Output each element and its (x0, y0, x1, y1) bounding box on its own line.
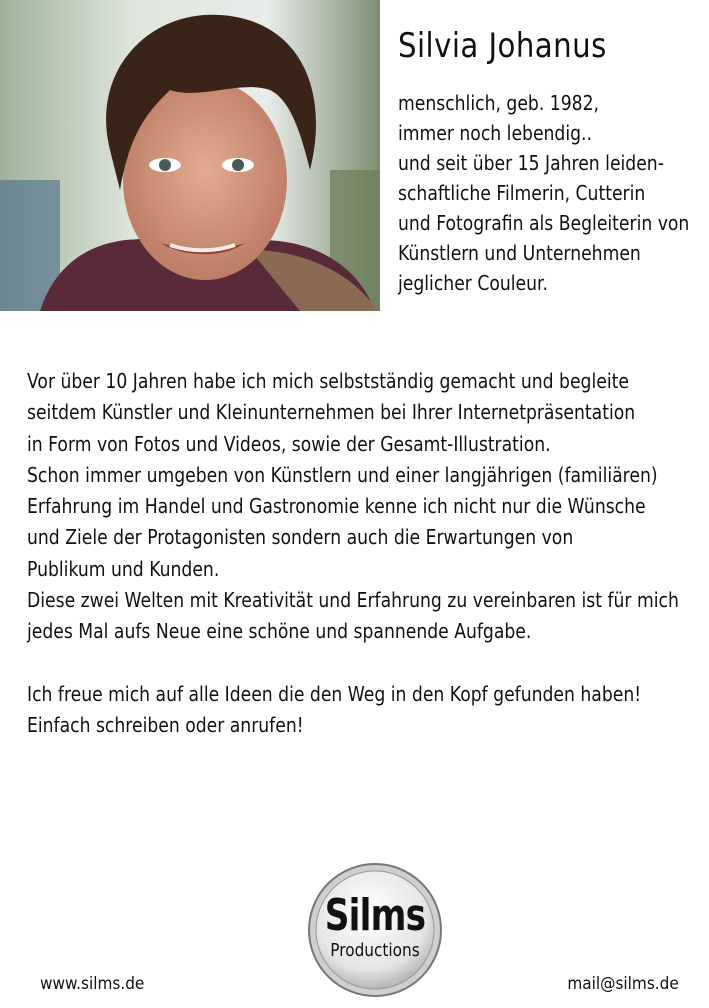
body-line: jedes Mal aufs Neue eine schöne und spannende Aufgabe. (27, 619, 532, 644)
bio-line: jeglicher Couleur. (398, 271, 548, 295)
logo-wordmark: Silms (324, 890, 426, 941)
bio-line: menschlich, geb. 1982, (398, 91, 600, 115)
body-line: in Form von Fotos und Videos, sowie der Gesamt-Illustration. (27, 431, 551, 456)
bio-line: Künstlern und Unternehmen (398, 241, 641, 265)
body-line: und Ziele der Protagonisten sondern auch die Erwartungen von (27, 525, 574, 550)
body-line: Erfahrung im Handel und Gastronomie kenne ich nicht nur die Wünsche (27, 494, 646, 519)
short-bio (398, 88, 690, 298)
bio-line: und Fotografin als Begleiterin von (398, 211, 690, 235)
paragraph-gap (27, 648, 681, 679)
body-line: Einfach schreiben oder anrufen! (27, 713, 304, 738)
email-link[interactable]: mail@silms.de (567, 974, 679, 994)
body-line: Vor über 10 Jahren habe ich mich selbstständig gemacht und begleite (27, 369, 629, 393)
body-line: Diese zwei Welten mit Kreativität und Erfahrung zu vereinbaren ist für mich (27, 588, 679, 613)
portrait-photo (0, 0, 380, 311)
body-line: Ich freue mich auf alle Ideen die den Weg in den Kopf gefunden haben! (27, 681, 642, 706)
person-name: Silvia Johanus (398, 26, 607, 66)
logo-subtitle: Productions (330, 940, 420, 961)
silms-logo (306, 860, 444, 1000)
website-link[interactable]: www.silms.de (40, 974, 145, 994)
bio-line: immer noch lebendig.. (398, 121, 592, 145)
main-text (27, 366, 681, 742)
body-line: Publikum und Kunden. (27, 556, 220, 581)
bio-line: und seit über 15 Jahren leiden- (398, 151, 664, 175)
body-line: Schon immer umgeben von Künstlern und einer langjährigen (familiären) (27, 462, 658, 487)
portrait-illustration (0, 0, 380, 311)
body-line: seitdem Künstler und Kleinunternehmen bei Ihrer Internetpräsentation (27, 400, 636, 425)
bio-line: schaftliche Filmerin, Cutterin (398, 181, 646, 205)
